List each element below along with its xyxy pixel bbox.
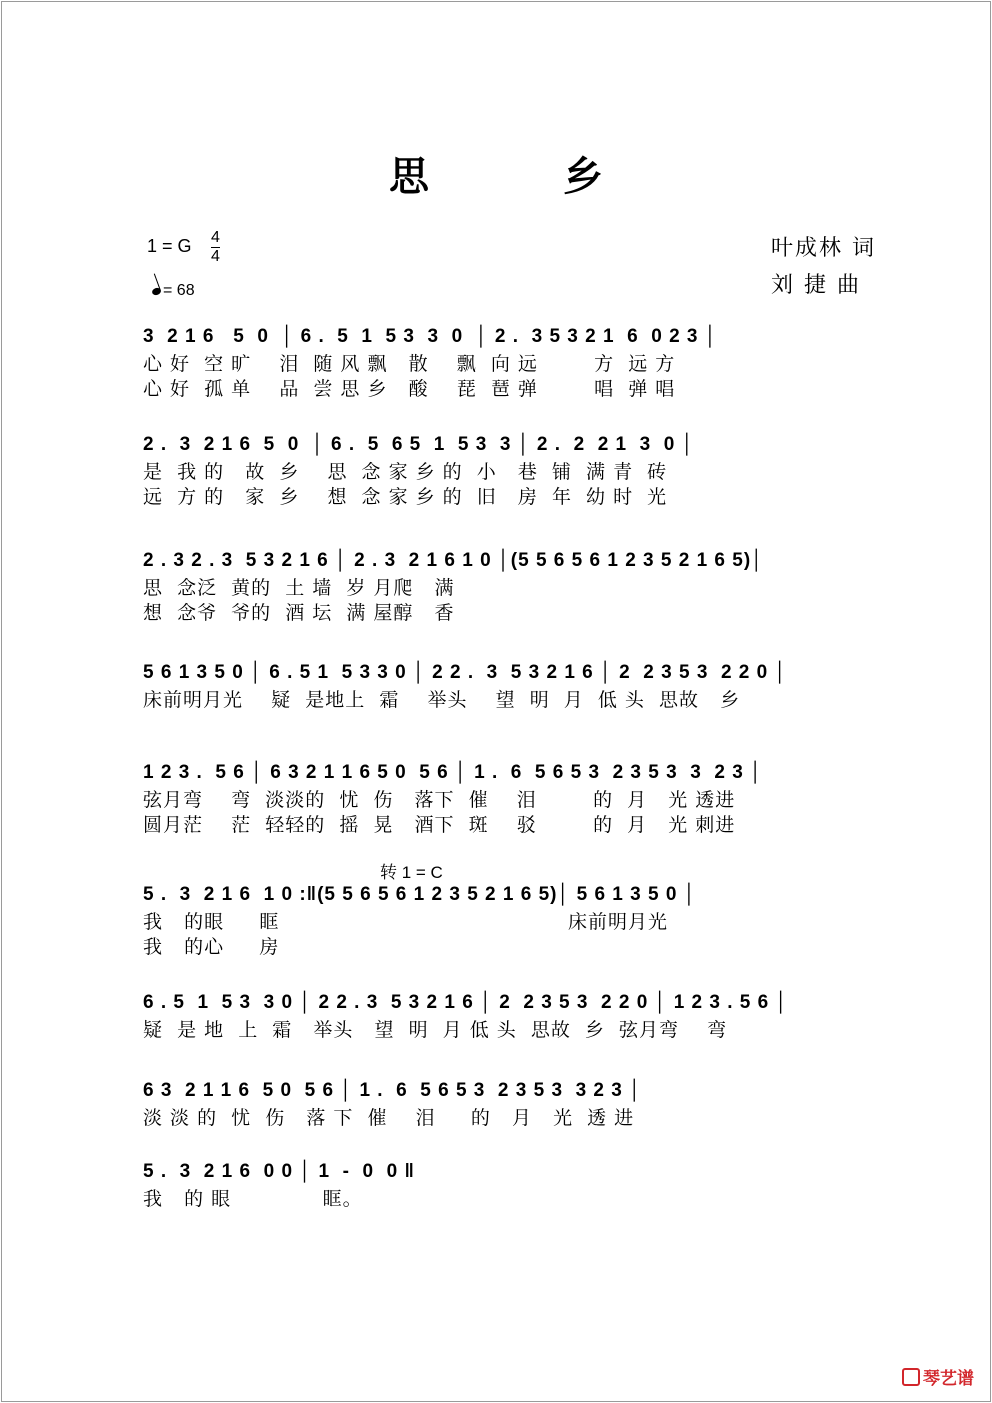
lyrics-row: 我 的心 房 [143,936,280,958]
tempo-marking [152,282,195,300]
lyrics-row: 是 我 的 故 乡 思 念 家 乡 的 小 巷 铺 满 青 砖 [143,461,668,483]
score-line [143,546,879,626]
notes-row: 6 3 2 1 1 6 5 0 5 6 │ 1 . 6 5 6 5 3 2 3 5 3 3 2 3 │ [143,1080,642,1101]
score-line [143,322,879,402]
modulation-marking: 转 1 = C [380,863,443,882]
quarter-note-icon [151,287,162,297]
watermark-text: 琴艺谱 [923,1369,974,1389]
lyrics-row: 淡 淡 的 忧 伤 落 下 催 泪 的 月 光 透 进 [143,1107,635,1129]
lyrics-row: 我 的眼 眶 床前明月光 [143,911,668,933]
lyrics-row: 我 的 眼 眶。 [143,1188,363,1210]
lyrics-row: 疑 是 地 上 霜 举头 望 明 月 低 头 思故 乡 弦月弯 弯 [143,1019,728,1041]
notes-row: 5 6 1 3 5 0 │ 6 . 5 1 5 3 3 0 │ 2 2 . 3 5 3 2 1 6 │ 2 2 3 5 3 2 2 0 │ [143,662,788,683]
tempo-value: = 68 [163,282,195,299]
notes-row: 6 . 5 1 5 3 3 0 │ 2 2 . 3 5 3 2 1 6 │ 2 2 3 5 3 2 2 0 │ 1 2 3 . 5 6 │ [143,992,789,1013]
notes-row: 2 . 3 2 1 6 5 0 │ 6 . 5 6 5 1 5 3 3 │ 2 . 2 2 1 3 0 │ [143,434,695,455]
lyrics-row: 心 好 空 旷 泪 随 风 飘 散 飘 向 远 方 远 方 [143,353,676,375]
lyrics-row: 圆月茫 茫 轻轻的 摇 晃 酒下 斑 驳 的 月 光 刺进 [143,814,736,836]
notes-row: 5 . 3 2 1 6 0 0 │ 1 - 0 0 ‖ [143,1161,415,1182]
composer: 刘 捷 曲 [771,273,861,298]
score-line [143,988,879,1043]
lyricist: 叶成林 词 [771,236,876,261]
lyrics-row: 思 念泛 黄的 土 墙 岁 月爬 满 [143,577,455,599]
notes-row: 3 2 1 6 5 0 │ 6 . 5 1 5 3 3 0 │ 2 . 3 5 3 2 1 6 0 2 3 │ [143,326,718,347]
score-line [143,1157,879,1212]
lyrics-row: 弦月弯 弯 淡淡的 忧 伤 落下 催 泪 的 月 光 透进 [143,789,736,811]
notes-row: 2 . 3 2 . 3 5 3 2 1 6 │ 2 . 3 2 1 6 1 0 │(5 5 6 5 6 1 2 3 5 2 1 6 5)│ [143,550,765,571]
key-signature: 1 = G [147,236,192,256]
lyrics-row: 心 好 孤 单 品 尝 思 乡 酸 琵 琶 弹 唱 弹 唱 [143,378,676,400]
watermark-logo [902,1364,974,1389]
credits [771,230,876,304]
lyrics-row: 想 念爷 爷的 酒 坛 满 屋醇 香 [143,602,455,624]
song-title: 思 乡 [389,153,663,200]
time-bottom: 4 [211,248,220,265]
logo-icon [902,1368,920,1386]
score-line [143,758,879,838]
notes-row: 1 2 3 . 5 6 │ 6 3 2 1 1 6 5 0 5 6 │ 1 . 6 5 6 5 3 2 3 5 3 3 2 3 │ [143,762,763,783]
lyrics-row: 床前明月光 疑 是地上 霜 举头 望 明 月 低 头 思故 乡 [143,689,741,711]
time-top: 4 [211,229,220,246]
notes-row: 5 . 3 2 1 6 1 0 :‖(5 5 6 5 6 1 2 3 5 2 1 6 5)│ 5 6 1 3 5 0 │ [143,884,697,905]
score-line [143,658,879,713]
score-line [143,430,879,510]
lyrics-row: 远 方 的 家 乡 想 念 家 乡 的 旧 房 年 幼 时 光 [143,486,668,508]
score-line [143,880,879,960]
time-signature [211,229,220,266]
score-line [143,1076,879,1131]
